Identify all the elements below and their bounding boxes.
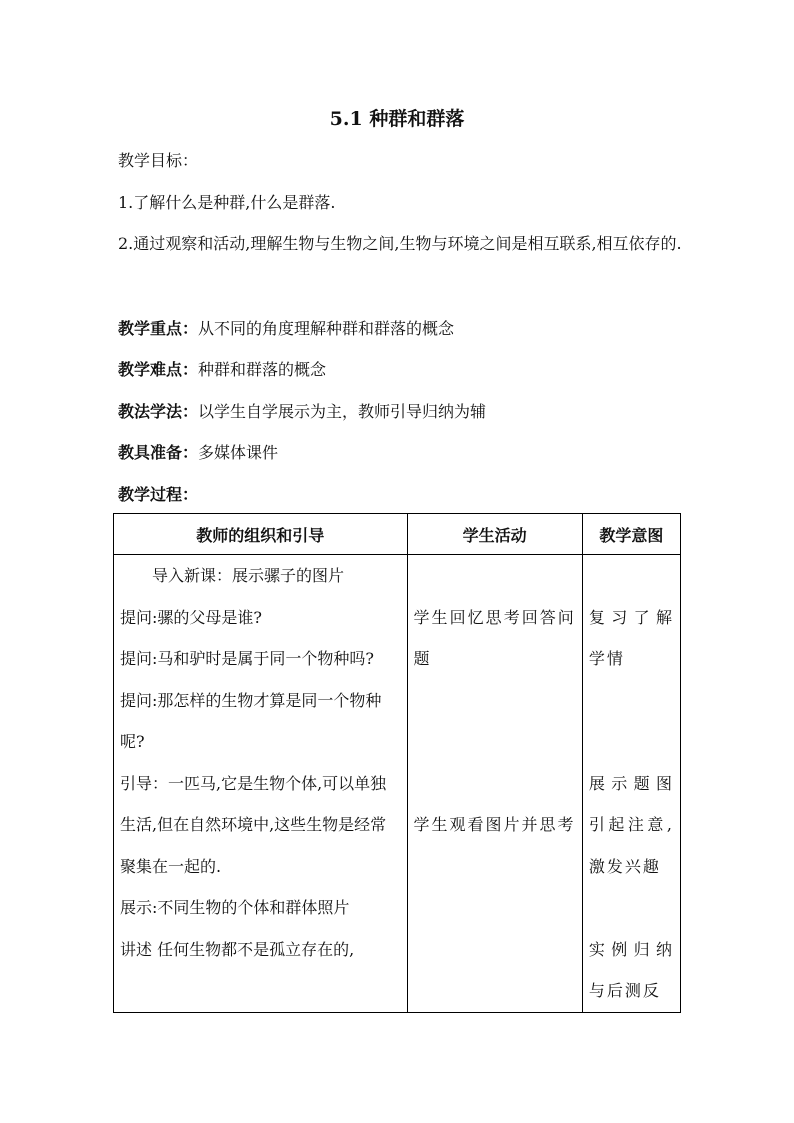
difficulty-label: 教学难点： (118, 360, 199, 379)
teacher-line: 提问:马和驴时是属于同一个物种吗? (120, 649, 374, 668)
teacher-cell (114, 555, 408, 1013)
key-point-row (118, 316, 688, 339)
page-title: 5.1 种群和群落 (329, 108, 465, 130)
key-point-text: 从不同的角度理解种群和群落的概念 (198, 319, 455, 338)
teacher-line: 展示:不同生物的个体和群体照片 (120, 898, 350, 917)
table-header-row (114, 514, 681, 555)
header-student: 学生活动 (407, 514, 582, 555)
intent-line: 复习了解学情 (588, 607, 674, 668)
intent-cell (582, 555, 680, 1013)
method-label: 教法学法： (118, 402, 199, 421)
tools-row (118, 440, 688, 463)
objective-item-1: 1.了解什么是种群,什么是群落. (118, 193, 336, 212)
table-row (114, 555, 681, 1013)
objectives-label: 教学目标： (118, 151, 199, 170)
student-cell (407, 555, 582, 1013)
header-teacher: 教师的组织和引导 (114, 514, 408, 555)
teacher-line: 导入新课：展示骡子的图片 (152, 566, 345, 585)
student-line: 学生观看图片并思考 (413, 815, 576, 834)
teacher-line: 提问:骡的父母是谁? (120, 607, 262, 627)
intent-line: 展示题图引起注意,激发兴趣 (588, 773, 674, 876)
header-intent: 教学意图 (582, 514, 680, 555)
difficulty-row (118, 357, 688, 380)
lesson-process-table (113, 513, 681, 1013)
teacher-line: 引导：一匹马,它是生物个体,可以单独生活,但在自然环境中,这些生物是经常聚集在一起的. (120, 773, 387, 876)
key-point-label: 教学重点： (118, 319, 199, 338)
intent-line: 实例归纳与后测反 (588, 939, 674, 1000)
difficulty-text: 种群和群落的概念 (198, 360, 327, 379)
process-label: 教学过程： (118, 485, 199, 504)
tools-label: 教具准备： (118, 443, 199, 462)
teacher-line: 讲述 任何生物都不是孤立存在的, (120, 939, 355, 959)
teacher-line: 提问:那怎样的生物才算是同一个物种呢? (120, 690, 382, 751)
student-line: 学生回忆思考回答问题 (413, 607, 576, 668)
objective-item-2: 2.通过观察和活动,理解生物与生物之间,生物与环境之间是相互联系,相互依存的. (118, 234, 682, 253)
method-text: 以学生自学展示为主，教师引导归纳为辅 (198, 402, 487, 421)
tools-text: 多媒体课件 (198, 443, 279, 462)
method-row (118, 399, 688, 422)
